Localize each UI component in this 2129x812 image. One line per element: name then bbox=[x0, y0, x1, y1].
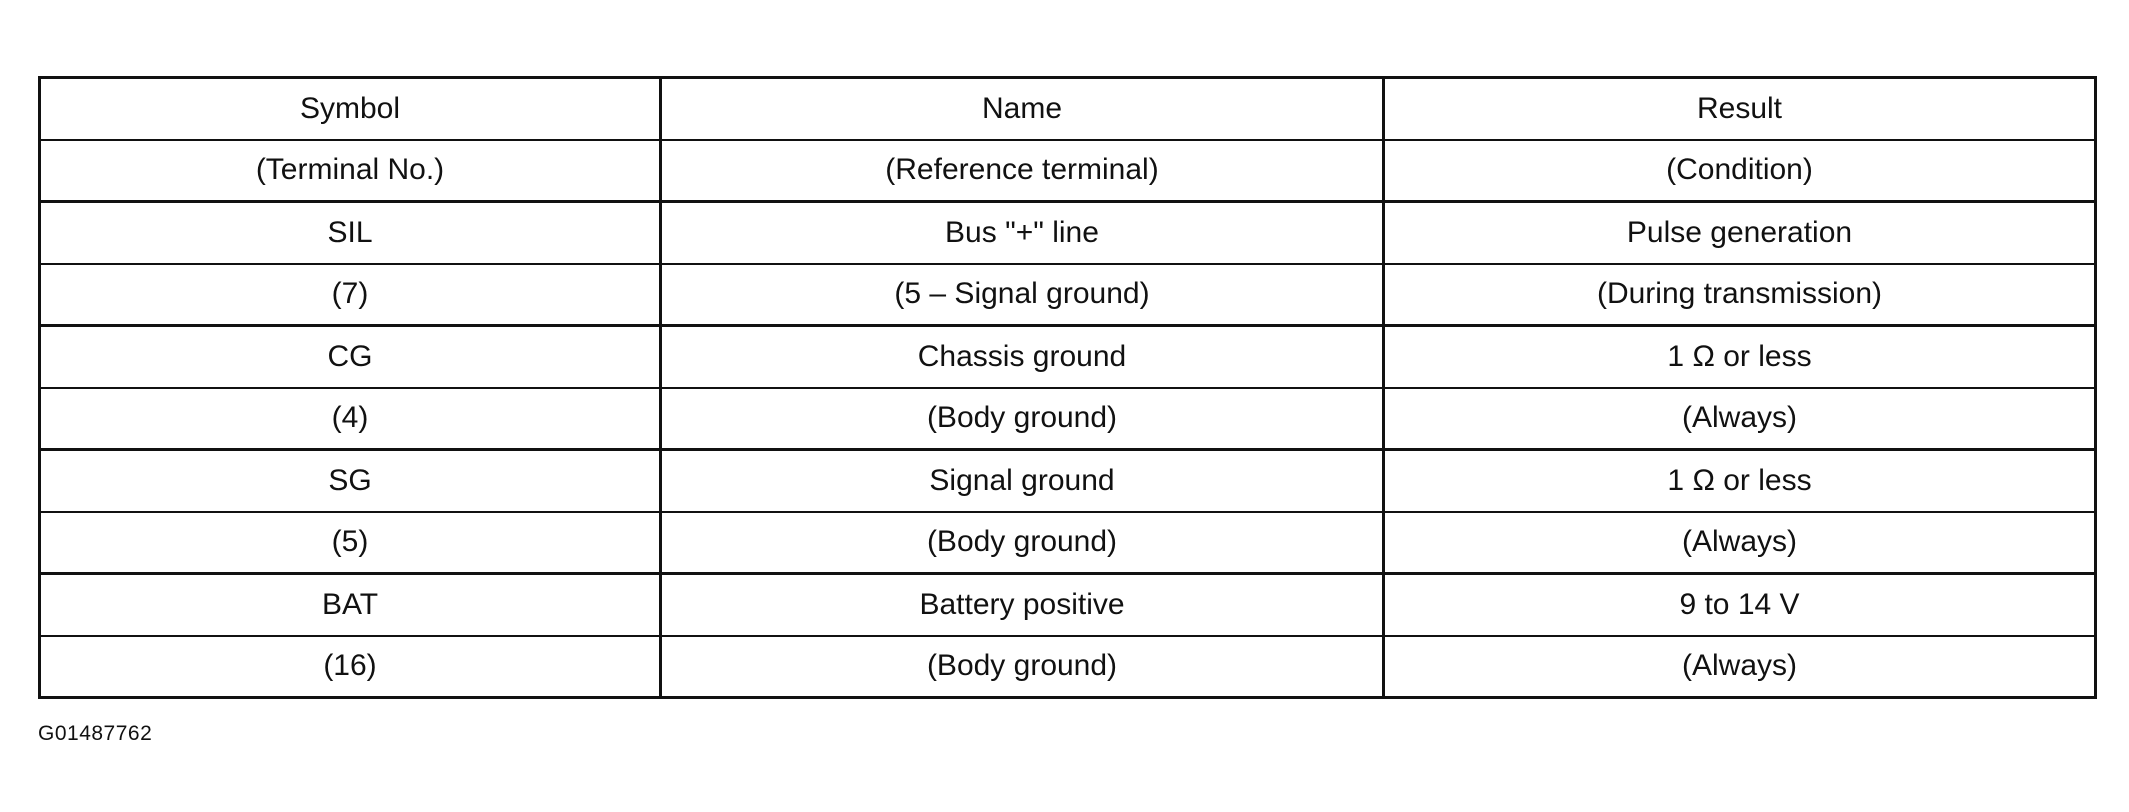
header-condition: (Condition) bbox=[1384, 140, 2096, 202]
cell-terminal: (5) bbox=[40, 512, 661, 574]
table-subrow bbox=[40, 388, 2096, 450]
terminal-spec-table bbox=[38, 76, 2097, 699]
cell-result: Pulse generation bbox=[1384, 202, 2096, 264]
cell-reference: (Body ground) bbox=[661, 512, 1384, 574]
cell-condition: (During transmission) bbox=[1384, 264, 2096, 326]
cell-name: Signal ground bbox=[661, 450, 1384, 512]
cell-terminal: (7) bbox=[40, 264, 661, 326]
header-terminal-no: (Terminal No.) bbox=[40, 140, 661, 202]
cell-result: 1 Ω or less bbox=[1384, 326, 2096, 388]
cell-condition: (Always) bbox=[1384, 388, 2096, 450]
cell-terminal: (4) bbox=[40, 388, 661, 450]
header-row bbox=[40, 78, 2096, 140]
cell-name: Bus "+" line bbox=[661, 202, 1384, 264]
cell-condition: (Always) bbox=[1384, 512, 2096, 574]
cell-result: 9 to 14 V bbox=[1384, 574, 2096, 636]
table-subrow bbox=[40, 264, 2096, 326]
header-name: Name bbox=[661, 78, 1384, 140]
header-symbol: Symbol bbox=[40, 78, 661, 140]
cell-symbol: SG bbox=[40, 450, 661, 512]
cell-reference: (5 – Signal ground) bbox=[661, 264, 1384, 326]
table-subrow bbox=[40, 636, 2096, 698]
table-subrow bbox=[40, 512, 2096, 574]
table-row bbox=[40, 202, 2096, 264]
table-row bbox=[40, 326, 2096, 388]
table-row bbox=[40, 574, 2096, 636]
figure-id-label: G01487762 bbox=[38, 722, 153, 745]
header-subrow bbox=[40, 140, 2096, 202]
cell-reference: (Body ground) bbox=[661, 388, 1384, 450]
cell-name: Chassis ground bbox=[661, 326, 1384, 388]
header-reference-terminal: (Reference terminal) bbox=[661, 140, 1384, 202]
cell-condition: (Always) bbox=[1384, 636, 2096, 698]
cell-symbol: SIL bbox=[40, 202, 661, 264]
cell-symbol: CG bbox=[40, 326, 661, 388]
cell-result: 1 Ω or less bbox=[1384, 450, 2096, 512]
cell-terminal: (16) bbox=[40, 636, 661, 698]
header-result: Result bbox=[1384, 78, 2096, 140]
table-row bbox=[40, 450, 2096, 512]
cell-symbol: BAT bbox=[40, 574, 661, 636]
cell-reference: (Body ground) bbox=[661, 636, 1384, 698]
cell-name: Battery positive bbox=[661, 574, 1384, 636]
